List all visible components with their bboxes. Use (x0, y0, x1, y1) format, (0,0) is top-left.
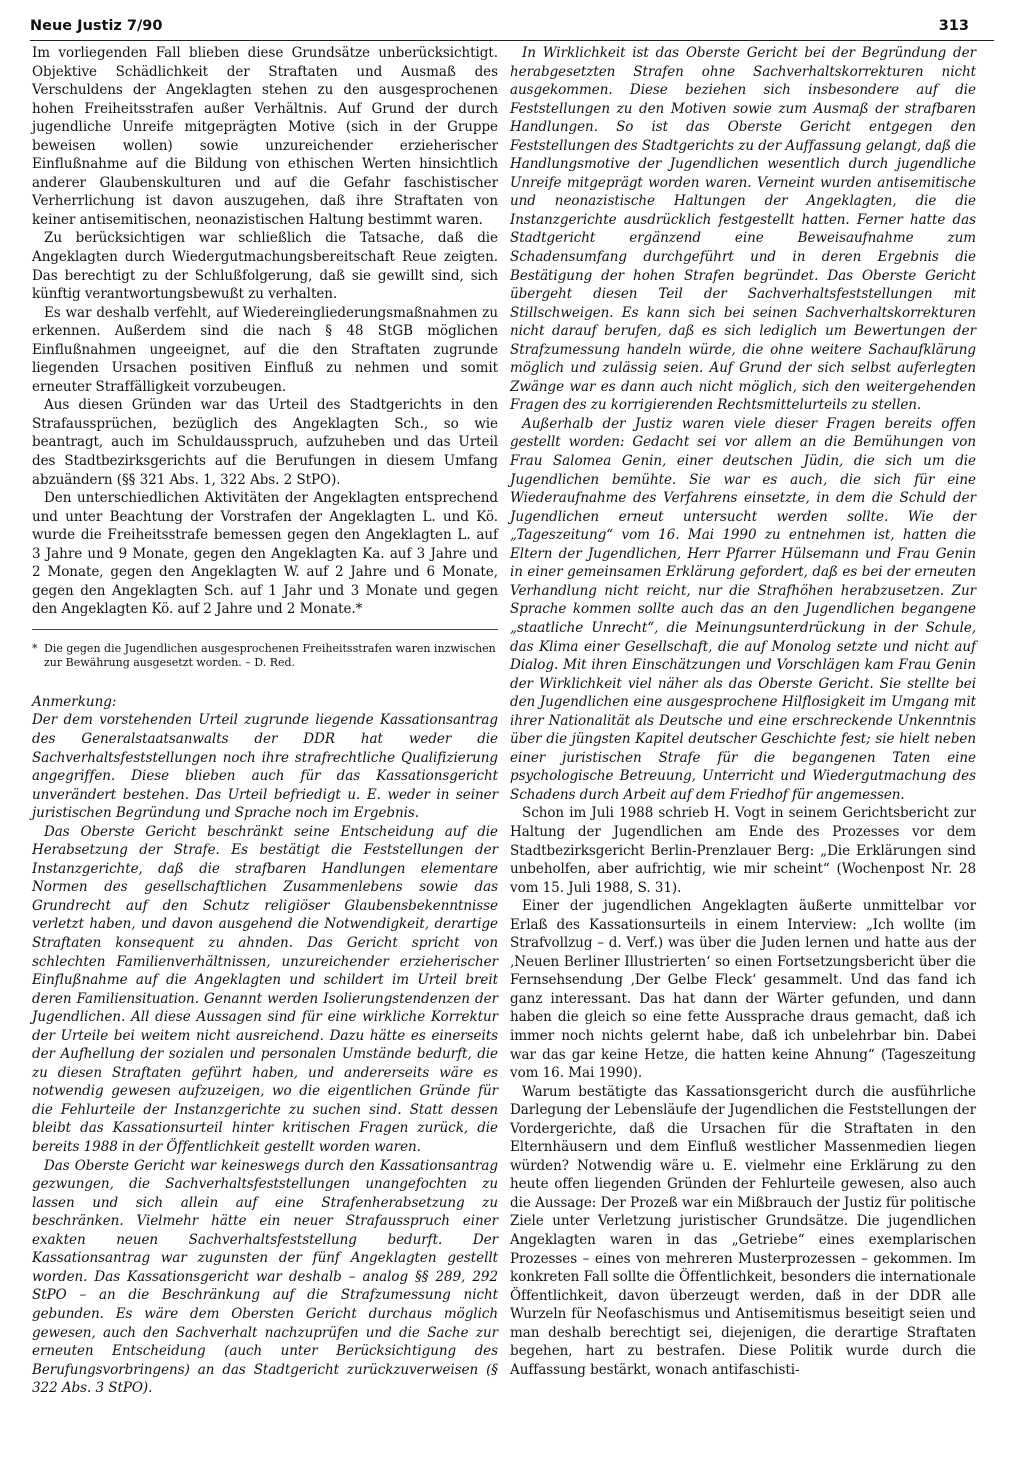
journal-title: Neue Justiz 7/90 (30, 18, 163, 34)
running-header (30, 18, 994, 40)
body-paragraph: Zu berücksichtigen war schließlich die Tatsache, daß die Angeklagten durch Wiedergutmachungsbereitschaft Reue zeigten. Das berechtigt zu der Schlußfolgerung, daß sie gewillt sind, sich künftig verantwortungsbewußt zu verhalten. (32, 230, 498, 303)
anmerkung-paragraph: Außerhalb der Justiz waren viele dieser Fragen bereits offen gestellt worden: Gedacht sei vor allem an die Bemühungen von Frau Salomea Genin, einer deutschen Jüdin, die sich um die Jugendlichen bemühte. Sie war es auch, die sich für eine Wiederaufnahme des Verfahrens einsetzte, in dem die Schuld der Jugendlichen erneut untersucht werden sollte. Wie der „Tageszeitung“ vom 16. Mai 1990 zu entnehmen ist, hatten die Eltern der Jugendlichen, Herr Pfarrer Hülsemann und Frau Genin in einer gemeinsamen Erklärung gefordert, daß es bei der erneuten Verhandlung nicht reicht, nur die Strafhöhen herabzusetzen. Zur Sprache kommen sollte auch das an den Jugendlichen begangene „staatliche Unrecht“, die Meinungsunterdrückung in der Schule, das Klima einer Gesellschaft, die auf Monolog setzte und nicht auf Dialog. Mit ihren Einschätzungen und Vorschlägen kam Frau Genin der Wirklichkeit viel näher als das Oberste Gericht. Sie stellte bei den Jugendlichen eine ausgesprochene Hilflosigkeit im Umgang mit ihrer Nationalität als Deutsche und eine erschreckende Unkenntnis über die jüngsten Kapitel deutscher Geschichte fest; sie hielt neben einer juristischen Strafe für die begangenen Taten eine psychologische Betreuung, Unterricht und Wiedergutmachung des Schadens durch Arbeit auf dem Friedhof für angemessen. (510, 415, 976, 803)
header-rule (30, 40, 994, 41)
body-paragraph: Es war deshalb verfehlt, auf Wiedereingliederungsmaßnahmen zu erkennen. Außerdem sind die nach § 48 StGB möglichen Einflußnahmen ungeeignet, auf die den Straftaten zugrunde liegenden Ursachen positiven Einfluß zu nehmen und somit erneuter Straffälligkeit vorzubeugen. (32, 304, 498, 395)
footnote-rule (32, 629, 498, 630)
footnote-marker: * (32, 641, 38, 655)
footnote (32, 642, 498, 671)
anmerkung-paragraph: Das Oberste Gericht beschränkt seine Entscheidung auf die Herabsetzung der Strafe. Es bestätigt die Feststellungen der Instanzgerichte, daß die strafbaren Handlungen elementare Normen des gesellschaftlichen Zusammenlebens sowie das Grundrecht auf den Schutz religiöser Glaubensbekenntnisse verletzt haben, und davon ausgehend die Notwendigkeit, derartige Straftaten konsequent zu ahnden. Das Gericht spricht von schlechten Familienverhältnissen, unzureichender erzieherischer Einflußnahme auf die Angeklagten und schildert im Urteil breit deren Familiensituation. Genannt werden Isolierungstendenzen der Jugendlichen. All diese Aussagen sind für eine wirkliche Korrektur der Urteile bei weitem nicht ausreichend. Dazu hätte es einerseits der Aufhellung der sozialen und personalen Umstände bedurft, die zu diesen Straftaten geführt haben, und andererseits wäre es notwendig gewesen aufzuzeigen, wo die eigentlichen Gründe für die Fehlurteile der Instanzgerichte zu suchen sind. Statt dessen bleibt das Kassationsurteil hinter kritischen Fragen zurück, die bereits 1988 in der Öffentlichkeit gestellt worden waren. (32, 823, 498, 1156)
footnote-text: Die gegen die Jugendlichen ausgesprochenen Freiheitsstrafen waren inzwischen zur Bewährung ausgesetzt worden. – D. Red. (44, 641, 496, 670)
anmerkung-paragraph: Das Oberste Gericht war keineswegs durch den Kassationsantrag gezwungen, die Sachverhaltsfeststellungen unangefochten zu lassen und sich allein auf eine Strafenherabsetzung zu beschränken. Vielmehr hätte ein neuer Strafausspruch einer exakten neuen Sachverhaltsfeststellung bedurft. Der Kassationsantrag war zugunsten der fünf Angeklagten gestellt worden. Das Kassationsgericht war deshalb – analog §§ 289, 292 StPO – an die Beschränkung auf die Strafzumessung nicht gebunden. Es wäre dem Obersten Gericht durchaus möglich gewesen, auch den Sachverhalt nachzuprüfen und die Sache zur erneuten Entscheidung (auch unter Berücksichtigung des Berufungsvorbringens) an das Stadtgericht zurückzuverweisen (§ 322 Abs. 3 StPO). (32, 1157, 498, 1397)
left-column (32, 44, 498, 1398)
right-column (510, 44, 976, 1379)
body-paragraph: Im vorliegenden Fall blieben diese Grundsätze unberücksichtigt. Objektive Schädlichkeit der Straftaten und Ausmaß des Verschuldens der Angeklagten stehen zu den ausgesprochenen hohen Freiheitsstrafen außer Verhältnis. Auf Grund der durch jugendliche Unreife mitgeprägten Motive (sich in der Gruppe beweisen wollen) sowie unzureichender erzieherischer Einflußnahme auf die Bildung von ethischen Werten hinsichtlich anderer Glaubenskulturen und auf die Gefahr faschistischer Verherrlichung ist davon auszugehen, daß ihre Straftaten von keiner antisemitischen, neonazistischen Haltung bestimmt waren. (32, 45, 498, 228)
anmerkung-paragraph: In Wirklichkeit ist das Oberste Gericht bei der Begründung der herabgesetzten Strafen ohne Sachverhaltskorrekturen nicht ausgekommen. Diese beziehen sich insbesondere auf die Feststellungen zu den Motiven sowie zum Ausmaß der strafbaren Handlungen. So ist das Oberste Gericht entgegen den Feststellungen des Stadtgerichts zu der Auffassung gelangt, daß die Handlungsmotive der Jugendlichen wesentlich durch jugendliche Unreife mitgeprägt worden waren. Verneint wurden antisemitische und neonazistische Haltungen der Angeklagten, die die Instanzgerichte ausdrücklich festgestellt hatten. Ferner hatte das Stadtgericht ergänzend eine Beweisaufnahme zum Schadensumfang durchgeführt und in deren Ergebnis die Bestätigung der hohen Strafen begründet. Das Oberste Gericht übergeht diesen Teil der Sachverhaltsfeststellungen mit Stillschweigen. Es kann sich bei seinen Sachverhaltskorrekturen nicht darauf berufen, daß es sich lediglich um Bewertungen der Strafzumessung handeln würde, die ohne weitere Sachaufklärung möglich und zulässig seien. Auf Grund der sich selbst auferlegten Zwänge war es dann auch nicht möglich, sich den weitergehenden Fragen des zu korrigierenden Rechtsmittelurteils zu stellen. (510, 45, 976, 414)
anmerkung-heading: Anmerkung: (32, 693, 117, 710)
page-number: 313 (938, 18, 969, 34)
anmerkung-paragraph: Warum bestätigte das Kassationsgericht durch die ausführliche Darlegung der Lebensläufe der Jugendlichen die Feststellungen der Vordergerichte, daß die Ursachen für die Straftaten in den Elternhäusern und dem Einfluß westlicher Massenmedien liegen würden? Notwendig wäre u. E. vielmehr eine Erklärung zu den heute offen liegenden Gründen der Fehlurteile gewesen, also auch die Aussage: Der Prozeß war ein Mißbrauch der Justiz für politische Ziele unter Verletzung juristischer Grundsätze. Die jugendlichen Angeklagten waren in das „Getriebe“ eines exemplarischen Prozesses – eines von mehreren Musterprozessen – gekommen. Im konkreten Fall sollte die Öffentlichkeit, besonders die internationale Öffentlichkeit, davon überzeugt werden, daß in der DDR alle Wurzeln für Neofaschismus und Antisemitismus beseitigt seien und man deshalb berechtigt sei, diejenigen, die derartige Straftaten begehen, hart zu bestrafen. Diese Politik wurde durch die Auffassung bestärkt, wonach antifaschisti- (510, 1083, 976, 1378)
anmerkung-paragraph: Schon im Juli 1988 schrieb H. Vogt in seinem Gerichtsbericht zur Haltung der Jugendlichen am Ende des Prozesses vor dem Stadtbezirksgericht Berlin-Prenzlauer Berg: „Die Erklärungen sind unbeholfen, aber aufrichtig, wie mir scheint“ (Wochenpost Nr. 28 vom 15. Juli 1988, S. 31). (510, 805, 976, 896)
body-paragraph: Den unterschiedlichen Aktivitäten der Angeklagten entsprechend und unter Beachtung der Vorstrafen der Angeklagten L. und Kö. wurde die Freiheitsstrafe bemessen gegen den Angeklagten L. auf 3 Jahre und 9 Monate, gegen den Angeklagten Ka. auf 3 Jahre und 2 Monate, gegen den Angeklagten W. auf 2 Jahre und 6 Monate, gegen den Angeklagten Sch. auf 1 Jahr und 3 Monate und gegen den Angeklagten Kö. auf 2 Jahre und 2 Monate.* (32, 490, 498, 618)
body-paragraph: Aus diesen Gründen war das Urteil des Stadtgerichts in den Strafaussprüchen, bezüglich des Angeklagten Sch., so wie beantragt, auch im Schuldausspruch, aufzuheben und das Urteil des Stadtbezirksgerichts auf die Berufungen in diesem Umfang abzuändern (§§ 321 Abs. 1, 322 Abs. 2 StPO). (32, 397, 498, 488)
anmerkung-paragraph: Einer der jugendlichen Angeklagten äußerte unmittelbar vor Erlaß des Kassationsurteils in einem Interview: „Ich wollte (im Strafvollzug – d. Verf.) was über die Juden lernen und hatte aus der ‚Neuen Berliner Illustrierten‘ so einen Fortsetzungsbericht über die Fernsehsendung ‚Der Gelbe Fleck‘ gesammelt. Und das fand ich ganz interessant. Das hat dann der Wärter gefunden, und dann haben die gleich so eine fette Aussprache draus gemacht, daß ich immer noch nichts gelernt habe, daß ich unbelehrbar bin. Dabei war das gar keine Hetze, die hatten keine Ahnung“ (Tageszeitung vom 16. Mai 1990). (510, 898, 976, 1082)
anmerkung-paragraph: Der dem vorstehenden Urteil zugrunde liegende Kassationsantrag des Generalstaatsanwalts der DDR hat weder die Sachverhaltsfeststellungen noch ihre strafrechtliche Qualifizierung angegriffen. Diese blieben auch für das Kassationsgericht unverändert bestehen. Das Urteil befriedigt u. E. weder in seiner juristischen Begründung und Sprache noch im Ergebnis. (32, 712, 498, 822)
